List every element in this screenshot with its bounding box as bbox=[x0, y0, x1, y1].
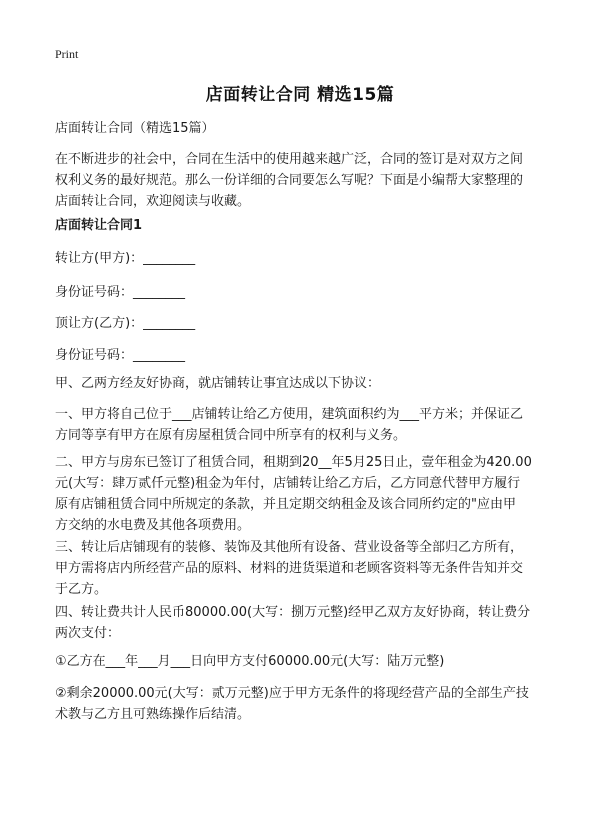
document-title: 店面转让合同 精选15篇 bbox=[205, 85, 395, 105]
payment-2 bbox=[55, 683, 547, 725]
section-heading-text: 店面转让合同1 bbox=[55, 218, 143, 233]
intro-line: 权利义务的最好规范。那么一份详细的合同要怎么写呢？下面是小编帮大家整理的 bbox=[55, 173, 524, 188]
clause-line: 两次支付： bbox=[55, 626, 121, 641]
payment-line: 术教与乙方且可熟练操作后结清。 bbox=[55, 707, 251, 722]
clause-line: 方交纳的水电费及其他各项费用。 bbox=[55, 518, 251, 533]
payment-1 bbox=[55, 651, 547, 672]
clause-line: 四、转让费共计人民币80000.00(大写：捌万元整)经甲乙双方友好协商，转让费分 bbox=[55, 605, 531, 620]
party-b-id-field bbox=[55, 345, 547, 366]
party-a-id-field bbox=[55, 282, 547, 303]
field-text: 身份证号码：________ bbox=[55, 285, 186, 300]
document-subtitle bbox=[55, 118, 547, 139]
clause-line: 一、甲方将自己位于___店铺转让给乙方使用，建筑面积约为___平方米；并保证乙 bbox=[55, 407, 524, 422]
payment-line: ②剩余20000.00元(大写：贰万元整)应于甲方无条件的将现经营产品的全部生产技 bbox=[55, 686, 529, 701]
clause-4 bbox=[55, 602, 547, 644]
clause-line: 方同等享有甲方在原有房屋租赁合同中所享有的权利与义务。 bbox=[55, 428, 407, 443]
print-label[interactable]: Print bbox=[55, 47, 79, 61]
field-text: 顶让方(乙方)：________ bbox=[55, 316, 196, 331]
clause-line: 元(大写：肆万贰仟元整)租金为年付，店铺转让给乙方后，乙方同意代替甲方履行 bbox=[55, 476, 521, 491]
field-text: 转让方(甲方)：________ bbox=[55, 251, 196, 266]
intro-paragraph bbox=[55, 149, 547, 212]
intro-line: 在不断进步的社会中，合同在生活中的使用越来越广泛，合同的签订是对双方之间 bbox=[55, 152, 524, 167]
clause-line: 二、甲方与房东已签订了租赁合同，租期到20__年5月25日止，壹年租金为420.00 bbox=[55, 455, 532, 470]
agreement-text: 甲、乙两方经友好协商，就店铺转让事宜达成以下协议： bbox=[55, 376, 381, 391]
clause-line: 甲方需将店内所经营产品的原料、材料的进货渠道和老顾客资料等无条件告知并交 bbox=[55, 561, 524, 576]
agreement-intro bbox=[55, 373, 547, 394]
party-b-field bbox=[55, 313, 547, 334]
intro-line: 店面转让合同，欢迎阅读与收藏。 bbox=[55, 194, 251, 209]
clause-3 bbox=[55, 537, 547, 600]
section-heading bbox=[55, 215, 547, 236]
clause-line: 原有店铺租赁合同中所规定的条款，并且定期交纳租金及该合同所约定的"应由甲 bbox=[55, 497, 516, 512]
party-a-field bbox=[55, 248, 547, 269]
subtitle-text: 店面转让合同（精选15篇） bbox=[55, 121, 215, 136]
clause-line: 于乙方。 bbox=[55, 582, 108, 597]
payment-line: ①乙方在___年___月___日向甲方支付60000.00元(大写：陆万元整) bbox=[55, 654, 445, 669]
clause-2 bbox=[55, 452, 547, 536]
clause-line: 三、转让后店铺现有的装修、装饰及其他所有设备、营业设备等全部归乙方所有， bbox=[55, 540, 524, 555]
clause-1 bbox=[55, 404, 547, 446]
field-text: 身份证号码：________ bbox=[55, 348, 186, 363]
